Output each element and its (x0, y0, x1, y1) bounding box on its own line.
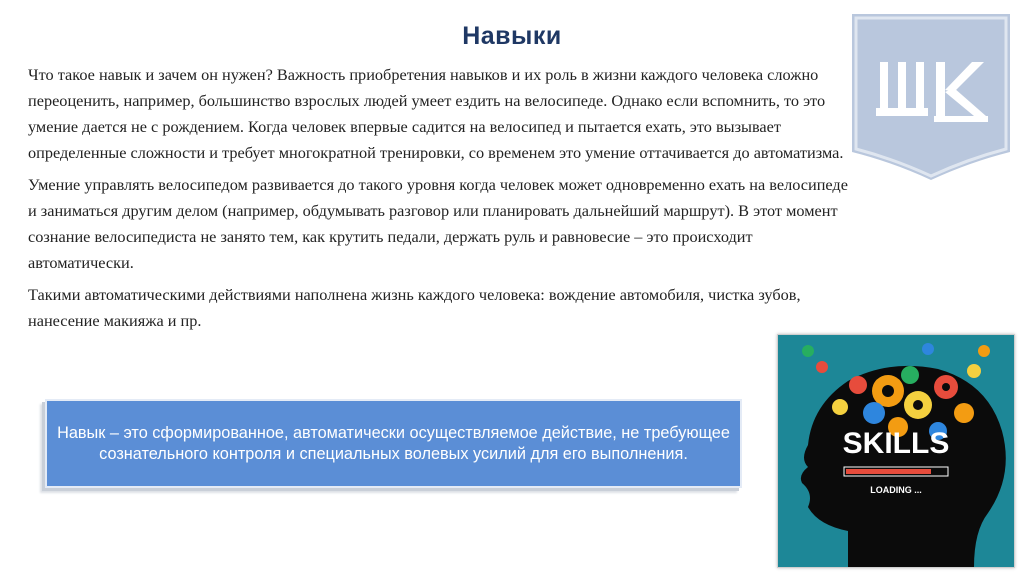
definition-text: Навык – это сформированное, автоматически осуществляемое действие, не требующее сознательного контроля и специальных волевых усилий для его выполнения. (57, 423, 730, 463)
paragraph-3: Такими автоматическими действиями наполнена жизнь каждого человека: вождение автомобиля, чистка зубов, нанесение макияжа и пр. (28, 285, 801, 330)
skills-illustration (777, 334, 1015, 568)
loading-bar-fill (846, 469, 931, 474)
loading-label: LOADING ... (870, 485, 922, 495)
institution-logo (850, 12, 1012, 182)
slide-title: Навыки (462, 22, 562, 50)
paragraph-2: Умение управлять велосипедом развивается до такого уровня когда человек может одновременно ехать на велосипеде и заниматься другим делом (например, обдумывать разговор или планировать дальнейший маршрут). В этот момент сознание велосипедиста не занято тем, как крутить педали, держать руль и равновесие – это происходит автоматически. (28, 175, 848, 272)
slide-body (28, 62, 848, 340)
paragraph-1: Что такое навык и зачем он нужен? Важность приобретения навыков и их роль в жизни каждого человека сложно переоценить, например, большинство взрослых людей умеет ездить на велосипеде. Однако если вспомнить, то это умение дается не с рождением. Когда человек впервые садится на велосипед и пытается ехать, это вызывает определенные сложности и требует многократной тренировки, со временем это умение оттачивается до автоматизма. (28, 65, 844, 162)
definition-box (45, 399, 742, 488)
skills-label: SKILLS (842, 427, 950, 460)
